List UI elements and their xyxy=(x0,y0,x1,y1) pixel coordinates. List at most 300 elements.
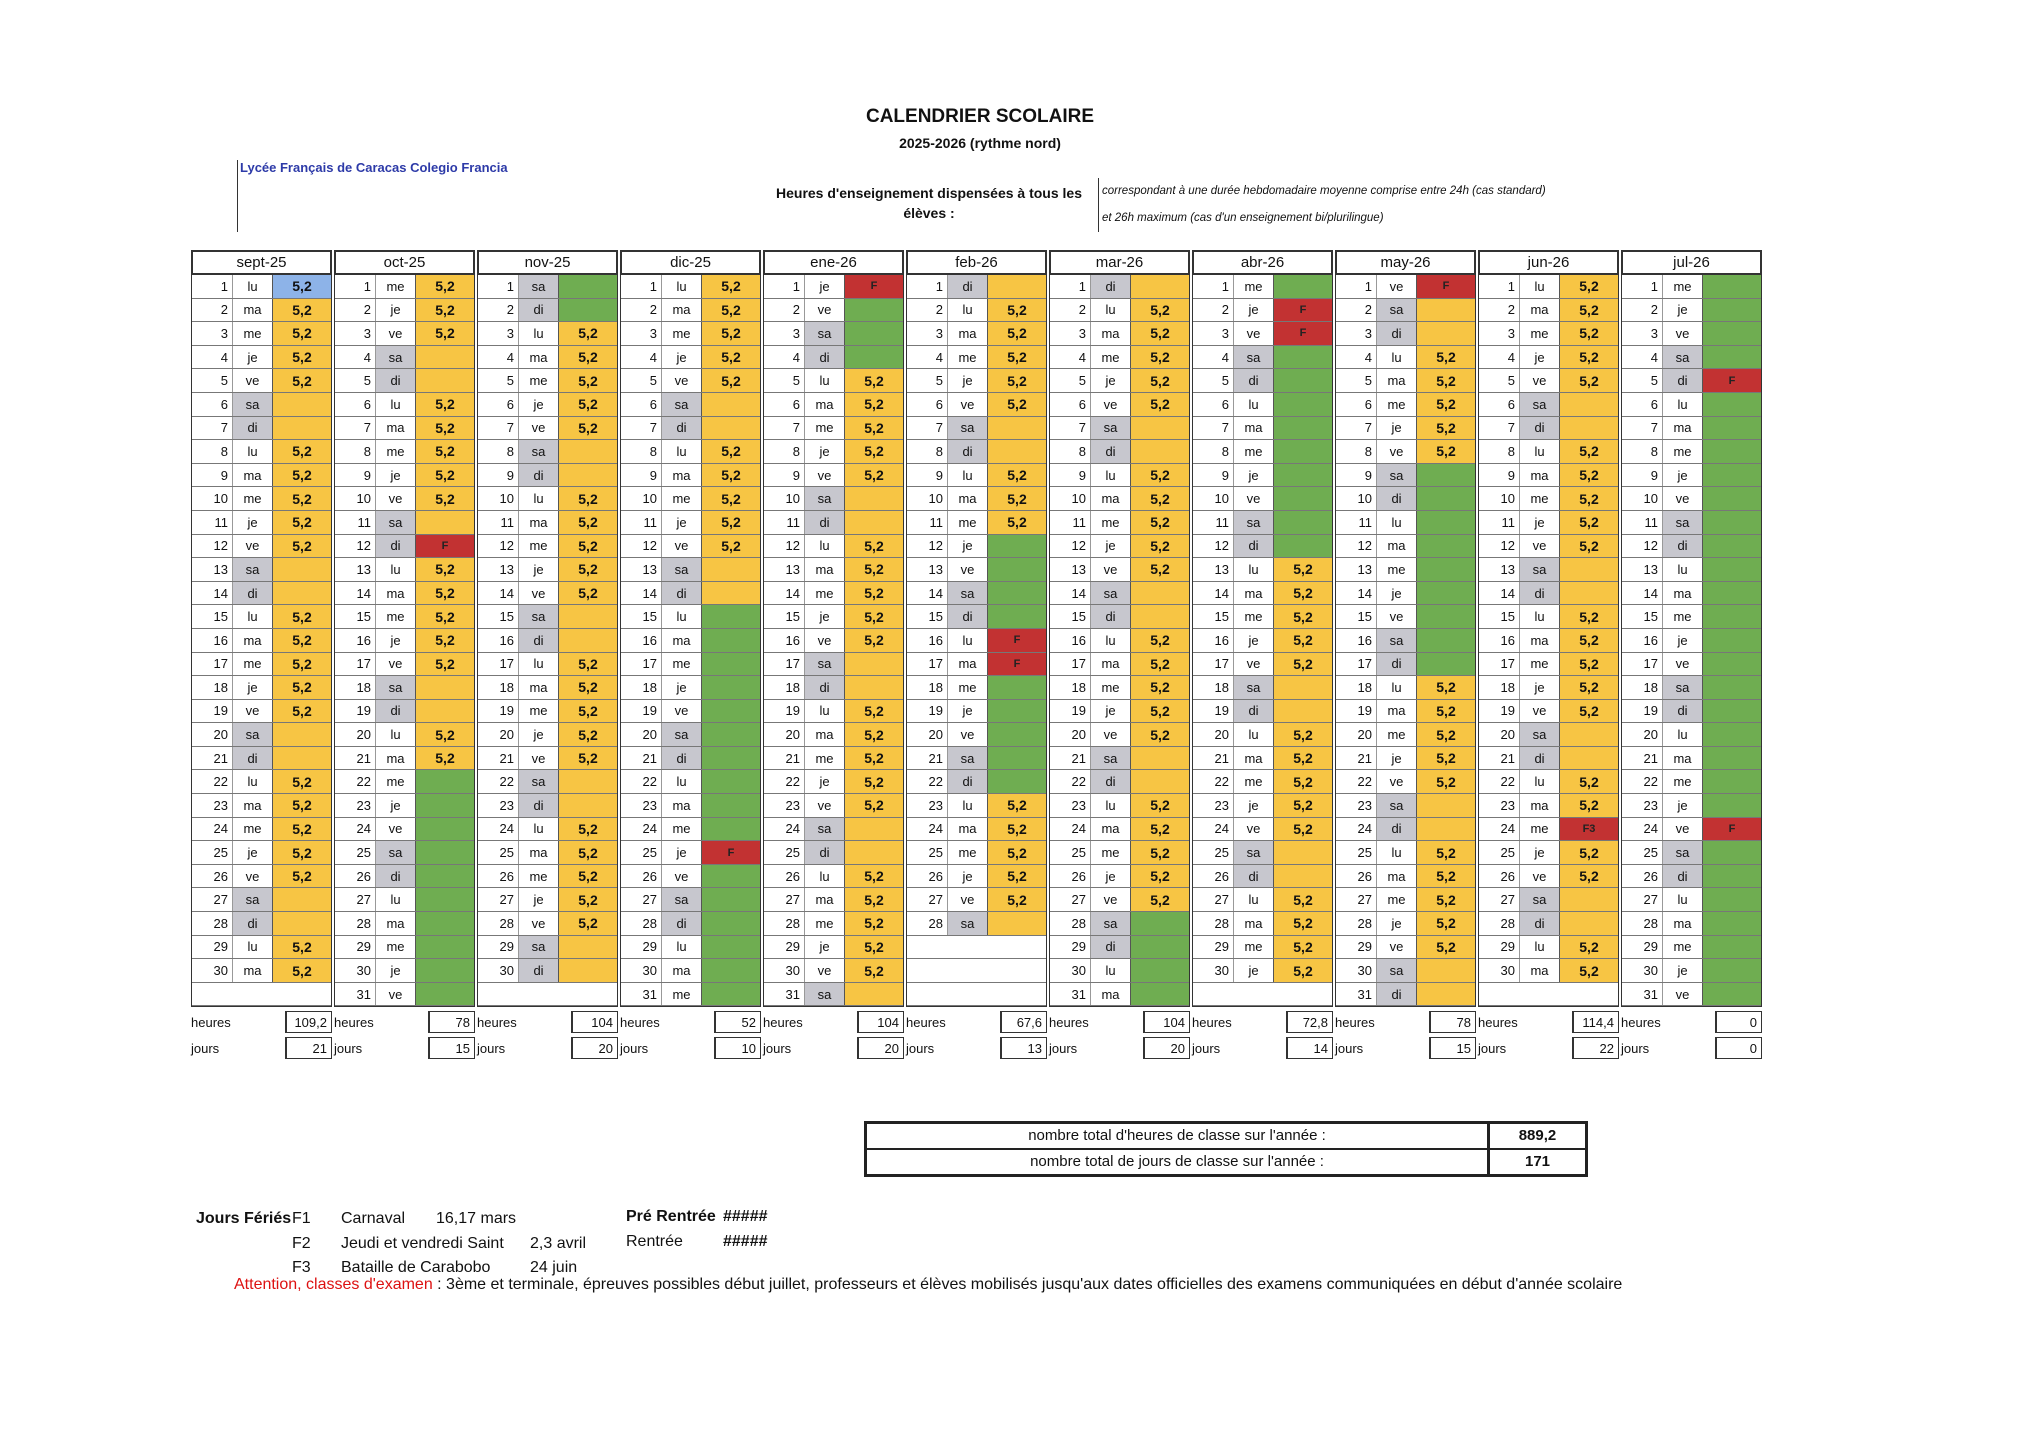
totals-row-heures xyxy=(1192,1009,1333,1035)
day-name: me xyxy=(232,487,272,510)
day-row xyxy=(764,487,903,511)
day-status: 5,2 xyxy=(415,558,474,581)
day-name: je xyxy=(1233,629,1273,652)
day-name: lu xyxy=(1090,299,1130,322)
day-status xyxy=(1702,959,1761,982)
day-status xyxy=(1130,770,1189,793)
day-row xyxy=(1479,417,1618,441)
day-name: di xyxy=(1519,582,1559,605)
day-name: ve xyxy=(1233,322,1273,345)
month-totals xyxy=(334,1009,475,1061)
day-row xyxy=(1622,747,1761,771)
day-number: 9 xyxy=(1507,467,1515,483)
day-row xyxy=(335,888,474,912)
day-number: 16 xyxy=(1071,632,1086,648)
day-name: di xyxy=(1233,369,1273,392)
day-name: ve xyxy=(375,487,415,510)
day-name: ma xyxy=(947,818,987,841)
day-row xyxy=(1050,653,1189,677)
day-name: di xyxy=(804,346,844,369)
day-name: di xyxy=(232,582,272,605)
heures-note-line-1: correspondant à une durée hebdomadaire moyenne comprise entre 24h (cas standard) xyxy=(1102,185,1546,197)
day-number: 2 xyxy=(506,302,514,318)
day-row xyxy=(621,535,760,559)
day-row xyxy=(907,676,1046,700)
totals-value: 0 xyxy=(1715,1037,1762,1059)
day-number: 8 xyxy=(220,443,228,459)
day-name: lu xyxy=(661,605,701,628)
day-status: 5,2 xyxy=(1273,888,1332,911)
day-status xyxy=(272,558,331,581)
day-row xyxy=(1479,558,1618,582)
day-row xyxy=(1622,794,1761,818)
day-name: di xyxy=(375,535,415,558)
day-number: 18 xyxy=(1500,679,1515,695)
day-number: 10 xyxy=(642,491,657,507)
day-status: 5,2 xyxy=(558,865,617,888)
day-row xyxy=(764,653,903,677)
day-row xyxy=(1622,888,1761,912)
day-name: di xyxy=(661,912,701,935)
ferie-name: Carnaval xyxy=(341,1210,406,1227)
day-number: 7 xyxy=(1507,420,1515,436)
day-name: me xyxy=(232,818,272,841)
day-name: sa xyxy=(661,723,701,746)
totals-label: jours xyxy=(477,1040,506,1056)
day-status xyxy=(1130,936,1189,959)
day-number: 15 xyxy=(642,609,657,625)
day-status xyxy=(1702,393,1761,416)
day-status xyxy=(987,440,1046,463)
day-row xyxy=(192,936,331,960)
day-row xyxy=(192,959,331,983)
day-row xyxy=(192,605,331,629)
day-name: ma xyxy=(661,959,701,982)
day-row xyxy=(1479,299,1618,323)
day-status: 5,2 xyxy=(701,299,760,322)
totals-value: 104 xyxy=(571,1011,618,1033)
summary-row-jours xyxy=(867,1150,1585,1174)
day-name: di xyxy=(1519,747,1559,770)
day-status xyxy=(1702,582,1761,605)
day-status: 5,2 xyxy=(844,369,903,392)
day-name: me xyxy=(1376,888,1416,911)
day-status xyxy=(1130,912,1189,935)
day-status xyxy=(415,888,474,911)
day-number: 19 xyxy=(1214,703,1229,719)
day-name: je xyxy=(1519,841,1559,864)
day-name: sa xyxy=(1662,511,1702,534)
day-name: sa xyxy=(1233,841,1273,864)
day-number: 9 xyxy=(220,467,228,483)
day-status: 5,2 xyxy=(272,700,331,723)
totals-row-heures xyxy=(477,1009,618,1035)
month-days xyxy=(191,274,332,1007)
day-status: 5,2 xyxy=(1559,605,1618,628)
day-number: 29 xyxy=(785,939,800,955)
day-status xyxy=(1416,511,1475,534)
day-row xyxy=(1479,511,1618,535)
day-number: 30 xyxy=(1643,963,1658,979)
day-number: 15 xyxy=(785,609,800,625)
day-status: 5,2 xyxy=(1273,653,1332,676)
day-row xyxy=(192,983,331,1007)
day-number: 14 xyxy=(785,585,800,601)
day-status xyxy=(1702,700,1761,723)
day-status xyxy=(272,888,331,911)
day-status xyxy=(1273,487,1332,510)
day-name: ve xyxy=(1376,770,1416,793)
day-number: 5 xyxy=(1364,373,1372,389)
day-row xyxy=(192,535,331,559)
day-name: me xyxy=(1233,770,1273,793)
day-name: je xyxy=(518,888,558,911)
day-number: 18 xyxy=(499,679,514,695)
day-name: me xyxy=(375,440,415,463)
day-name: me xyxy=(1090,346,1130,369)
day-name: ve xyxy=(1233,487,1273,510)
day-status: 5,2 xyxy=(415,723,474,746)
day-row xyxy=(621,983,760,1007)
day-row xyxy=(1193,841,1332,865)
day-status xyxy=(1416,605,1475,628)
day-number: 10 xyxy=(1500,491,1515,507)
day-row xyxy=(907,464,1046,488)
month-header: mar-26 xyxy=(1049,250,1190,274)
day-number: 24 xyxy=(1214,821,1229,837)
day-row xyxy=(335,511,474,535)
day-row xyxy=(907,440,1046,464)
day-number: 21 xyxy=(1214,750,1229,766)
day-row xyxy=(1050,275,1189,299)
day-row xyxy=(1622,299,1761,323)
day-number: 7 xyxy=(220,420,228,436)
day-number: 6 xyxy=(1507,396,1515,412)
month-header: jun-26 xyxy=(1478,250,1619,274)
day-row xyxy=(1193,511,1332,535)
month-days xyxy=(763,274,904,1007)
day-row xyxy=(1336,369,1475,393)
day-row xyxy=(1336,322,1475,346)
day-row xyxy=(1336,959,1475,983)
day-name: sa xyxy=(661,393,701,416)
day-row xyxy=(764,841,903,865)
day-status xyxy=(558,275,617,298)
day-row xyxy=(192,653,331,677)
day-number: 30 xyxy=(1071,963,1086,979)
day-number: 3 xyxy=(1221,325,1229,341)
day-row xyxy=(1622,959,1761,983)
day-status xyxy=(701,700,760,723)
day-row xyxy=(1622,558,1761,582)
day-row xyxy=(764,676,903,700)
day-name: me xyxy=(1662,770,1702,793)
day-status: 5,2 xyxy=(272,770,331,793)
day-status: 5,2 xyxy=(415,322,474,345)
day-row xyxy=(1336,393,1475,417)
day-name: sa xyxy=(947,417,987,440)
day-number: 12 xyxy=(785,538,800,554)
day-number: 30 xyxy=(499,963,514,979)
day-name: je xyxy=(1662,464,1702,487)
day-row xyxy=(335,464,474,488)
day-status: 5,2 xyxy=(415,417,474,440)
day-number: 18 xyxy=(642,679,657,695)
day-number: 24 xyxy=(213,821,228,837)
day-name: sa xyxy=(1376,629,1416,652)
day-status: 5,2 xyxy=(987,369,1046,392)
day-number: 16 xyxy=(1500,632,1515,648)
day-name: ma xyxy=(1519,959,1559,982)
day-status xyxy=(1702,888,1761,911)
day-status xyxy=(1702,723,1761,746)
day-status: 5,2 xyxy=(844,535,903,558)
day-status xyxy=(1273,511,1332,534)
day-status xyxy=(558,605,617,628)
month-header: sept-25 xyxy=(191,250,332,274)
day-status xyxy=(701,865,760,888)
day-number: 8 xyxy=(649,443,657,459)
day-name: me xyxy=(661,322,701,345)
day-status xyxy=(415,676,474,699)
day-row xyxy=(335,770,474,794)
day-row xyxy=(1336,865,1475,889)
day-name: lu xyxy=(375,888,415,911)
day-status xyxy=(1273,535,1332,558)
day-row xyxy=(907,794,1046,818)
day-row xyxy=(1050,299,1189,323)
day-number: 25 xyxy=(1214,845,1229,861)
day-name: sa xyxy=(518,275,558,298)
day-number: 22 xyxy=(1500,774,1515,790)
day-number: 17 xyxy=(1214,656,1229,672)
day-name: ve xyxy=(804,794,844,817)
summary-label: nombre total d'heures de classe sur l'année : xyxy=(1028,1127,1326,1144)
day-name: lu xyxy=(518,818,558,841)
day-name: ve xyxy=(1233,653,1273,676)
totals-row-heures xyxy=(191,1009,332,1035)
day-status: 5,2 xyxy=(558,487,617,510)
day-row xyxy=(192,464,331,488)
day-status xyxy=(1702,676,1761,699)
day-name: di xyxy=(947,605,987,628)
day-row xyxy=(621,865,760,889)
day-row xyxy=(1479,959,1618,983)
totals-label: jours xyxy=(1621,1040,1650,1056)
day-row xyxy=(335,322,474,346)
day-row xyxy=(907,747,1046,771)
day-status xyxy=(272,417,331,440)
day-row xyxy=(621,794,760,818)
day-row xyxy=(1336,299,1475,323)
day-number: 20 xyxy=(213,727,228,743)
day-status: 5,2 xyxy=(987,464,1046,487)
day-status xyxy=(415,983,474,1006)
day-name: sa xyxy=(375,841,415,864)
day-status: 5,2 xyxy=(1416,676,1475,699)
day-number: 27 xyxy=(213,892,228,908)
day-number: 12 xyxy=(1214,538,1229,554)
day-row xyxy=(1193,299,1332,323)
day-number: 22 xyxy=(213,774,228,790)
day-number: 31 xyxy=(785,986,800,1002)
day-number: 2 xyxy=(1364,302,1372,318)
day-number: 20 xyxy=(356,727,371,743)
day-row xyxy=(1193,700,1332,724)
day-status: 5,2 xyxy=(1559,653,1618,676)
day-status xyxy=(558,464,617,487)
day-row xyxy=(1050,629,1189,653)
day-number: 2 xyxy=(649,302,657,318)
day-status: 5,2 xyxy=(844,393,903,416)
day-name: sa xyxy=(232,558,272,581)
day-row xyxy=(907,417,1046,441)
day-name: je xyxy=(1376,417,1416,440)
day-status: 5,2 xyxy=(844,747,903,770)
month-header: dic-25 xyxy=(620,250,761,274)
day-number: 5 xyxy=(220,373,228,389)
day-status xyxy=(1702,912,1761,935)
day-row xyxy=(1193,605,1332,629)
day-status xyxy=(415,818,474,841)
day-name: ve xyxy=(1662,487,1702,510)
day-number: 14 xyxy=(1500,585,1515,601)
day-number: 24 xyxy=(1500,821,1515,837)
day-number: 12 xyxy=(213,538,228,554)
day-number: 2 xyxy=(1507,302,1515,318)
day-row xyxy=(1479,983,1618,1007)
day-row xyxy=(1479,841,1618,865)
day-name: lu xyxy=(1090,959,1130,982)
day-number: 13 xyxy=(928,561,943,577)
day-name: ve xyxy=(804,959,844,982)
day-name: je xyxy=(947,369,987,392)
day-status: F xyxy=(1273,322,1332,345)
day-number: 13 xyxy=(1214,561,1229,577)
day-number: 19 xyxy=(785,703,800,719)
day-row xyxy=(335,440,474,464)
day-number: 9 xyxy=(935,467,943,483)
day-row xyxy=(1050,487,1189,511)
day-status: 5,2 xyxy=(987,346,1046,369)
day-row xyxy=(335,299,474,323)
day-status xyxy=(701,794,760,817)
day-number: 23 xyxy=(642,797,657,813)
day-number: 12 xyxy=(1643,538,1658,554)
day-name: ma xyxy=(232,464,272,487)
day-name: je xyxy=(661,511,701,534)
day-name: me xyxy=(1090,511,1130,534)
day-name: ma xyxy=(804,888,844,911)
day-row xyxy=(1193,346,1332,370)
day-name: sa xyxy=(1376,794,1416,817)
day-number: 2 xyxy=(220,302,228,318)
day-status xyxy=(558,794,617,817)
totals-label: jours xyxy=(763,1040,792,1056)
ferie-date: 24 juin xyxy=(530,1259,578,1276)
day-name: je xyxy=(1662,629,1702,652)
day-name: di xyxy=(1662,700,1702,723)
day-row xyxy=(621,464,760,488)
day-row xyxy=(1336,676,1475,700)
day-row xyxy=(1336,417,1475,441)
day-row xyxy=(764,983,903,1007)
day-name: me xyxy=(1662,936,1702,959)
day-name: je xyxy=(1519,511,1559,534)
day-name: me xyxy=(518,369,558,392)
day-name: ma xyxy=(1376,369,1416,392)
day-number: 3 xyxy=(506,325,514,341)
day-status xyxy=(272,747,331,770)
day-name: ve xyxy=(1662,983,1702,1006)
day-number: 19 xyxy=(213,703,228,719)
month-sept-25 xyxy=(190,250,333,1061)
day-name: je xyxy=(518,558,558,581)
day-number: 1 xyxy=(363,278,371,294)
day-number: 1 xyxy=(1364,278,1372,294)
day-status: 5,2 xyxy=(1559,299,1618,322)
day-status xyxy=(415,770,474,793)
day-number: 16 xyxy=(642,632,657,648)
day-status: 5,2 xyxy=(272,440,331,463)
day-name: lu xyxy=(518,653,558,676)
day-row xyxy=(621,322,760,346)
day-number: 7 xyxy=(506,420,514,436)
totals-row-jours xyxy=(1621,1035,1762,1061)
day-number: 14 xyxy=(1357,585,1372,601)
day-status: F xyxy=(844,275,903,298)
day-row xyxy=(478,369,617,393)
day-name: lu xyxy=(661,275,701,298)
day-status: 5,2 xyxy=(844,770,903,793)
day-row xyxy=(1479,464,1618,488)
day-number: 14 xyxy=(213,585,228,601)
day-status: 5,2 xyxy=(1416,393,1475,416)
day-number: 27 xyxy=(1643,892,1658,908)
month-abr-26 xyxy=(1191,250,1334,1061)
day-status: 5,2 xyxy=(272,653,331,676)
day-row xyxy=(1479,605,1618,629)
day-number: 25 xyxy=(356,845,371,861)
day-number: 19 xyxy=(642,703,657,719)
totals-label: jours xyxy=(191,1040,220,1056)
day-row xyxy=(1050,393,1189,417)
month-days xyxy=(906,274,1047,1007)
day-name: lu xyxy=(518,487,558,510)
day-row xyxy=(192,440,331,464)
day-row xyxy=(478,417,617,441)
day-number: 24 xyxy=(1357,821,1372,837)
day-status xyxy=(987,700,1046,723)
day-name: di xyxy=(518,464,558,487)
day-row xyxy=(1050,464,1189,488)
day-number: 29 xyxy=(499,939,514,955)
day-name: sa xyxy=(661,558,701,581)
day-status xyxy=(1702,983,1761,1006)
day-name: lu xyxy=(1233,558,1273,581)
day-status: 5,2 xyxy=(415,605,474,628)
day-number: 9 xyxy=(1078,467,1086,483)
day-number: 1 xyxy=(649,278,657,294)
day-number: 18 xyxy=(1643,679,1658,695)
day-status xyxy=(558,770,617,793)
day-row xyxy=(478,653,617,677)
day-number: 10 xyxy=(213,491,228,507)
totals-row-jours xyxy=(334,1035,475,1061)
day-status: 5,2 xyxy=(1273,912,1332,935)
day-name: ma xyxy=(661,629,701,652)
day-status: 5,2 xyxy=(1130,700,1189,723)
